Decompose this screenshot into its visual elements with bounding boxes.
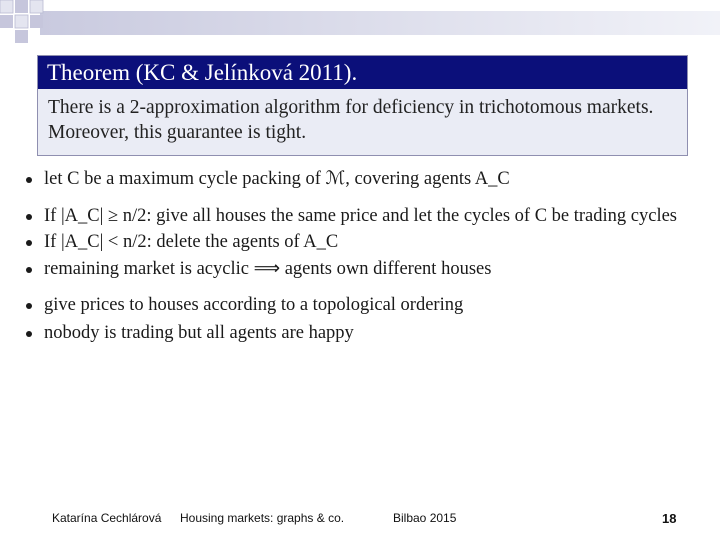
bullet-icon — [26, 177, 32, 183]
bullet-text: nobody is trading but all agents are happy — [44, 323, 354, 343]
bullet-item — [22, 168, 702, 191]
bullet-text: let C be a maximum cycle packing of ℳ, covering agents A_C — [44, 169, 510, 189]
bullet-item — [22, 322, 702, 345]
footer-title: Housing markets: graphs & co. — [180, 511, 345, 525]
decoration-square — [0, 15, 13, 28]
bullet-item — [22, 205, 702, 228]
theorem-box — [37, 55, 688, 156]
bullet-item — [22, 258, 702, 281]
decoration-bar — [40, 11, 720, 35]
bullet-icon — [26, 331, 32, 337]
slide-footer — [0, 508, 720, 528]
page-number: 18 — [662, 511, 677, 526]
theorem-title: Theorem (KC & Jelínková 2011). — [38, 56, 687, 89]
bullet-item — [22, 294, 702, 317]
bullet-text: If |A_C| ≥ n/2: give all houses the same price and let the cycles of C be trading cycles — [44, 206, 678, 226]
header-decoration — [0, 0, 720, 48]
bullet-icon — [26, 267, 32, 273]
bullet-icon — [26, 214, 32, 220]
decoration-square — [30, 0, 43, 13]
bullet-text: If |A_C| < n/2: delete the agents of A_C — [44, 232, 339, 252]
theorem-statement: There is a 2-approximation algorithm for deficiency in trichotomous markets. Moreover, this guarantee is tight. — [38, 89, 687, 155]
bullet-list — [22, 168, 702, 345]
bullet-icon — [26, 240, 32, 246]
decoration-square — [15, 15, 28, 28]
footer-author: Katarína Cechlárová — [52, 511, 162, 525]
bullet-text: remaining market is acyclic ⟹ agents own different houses — [44, 259, 492, 279]
footer-place: Bilbao 2015 — [393, 511, 457, 525]
bullet-icon — [26, 303, 32, 309]
bullet-item — [22, 231, 702, 254]
bullet-text: give prices to houses according to a topological ordering — [44, 295, 464, 315]
decoration-square — [0, 0, 13, 13]
decoration-square — [15, 0, 28, 13]
decoration-square — [15, 30, 28, 43]
decoration-square — [30, 15, 43, 28]
